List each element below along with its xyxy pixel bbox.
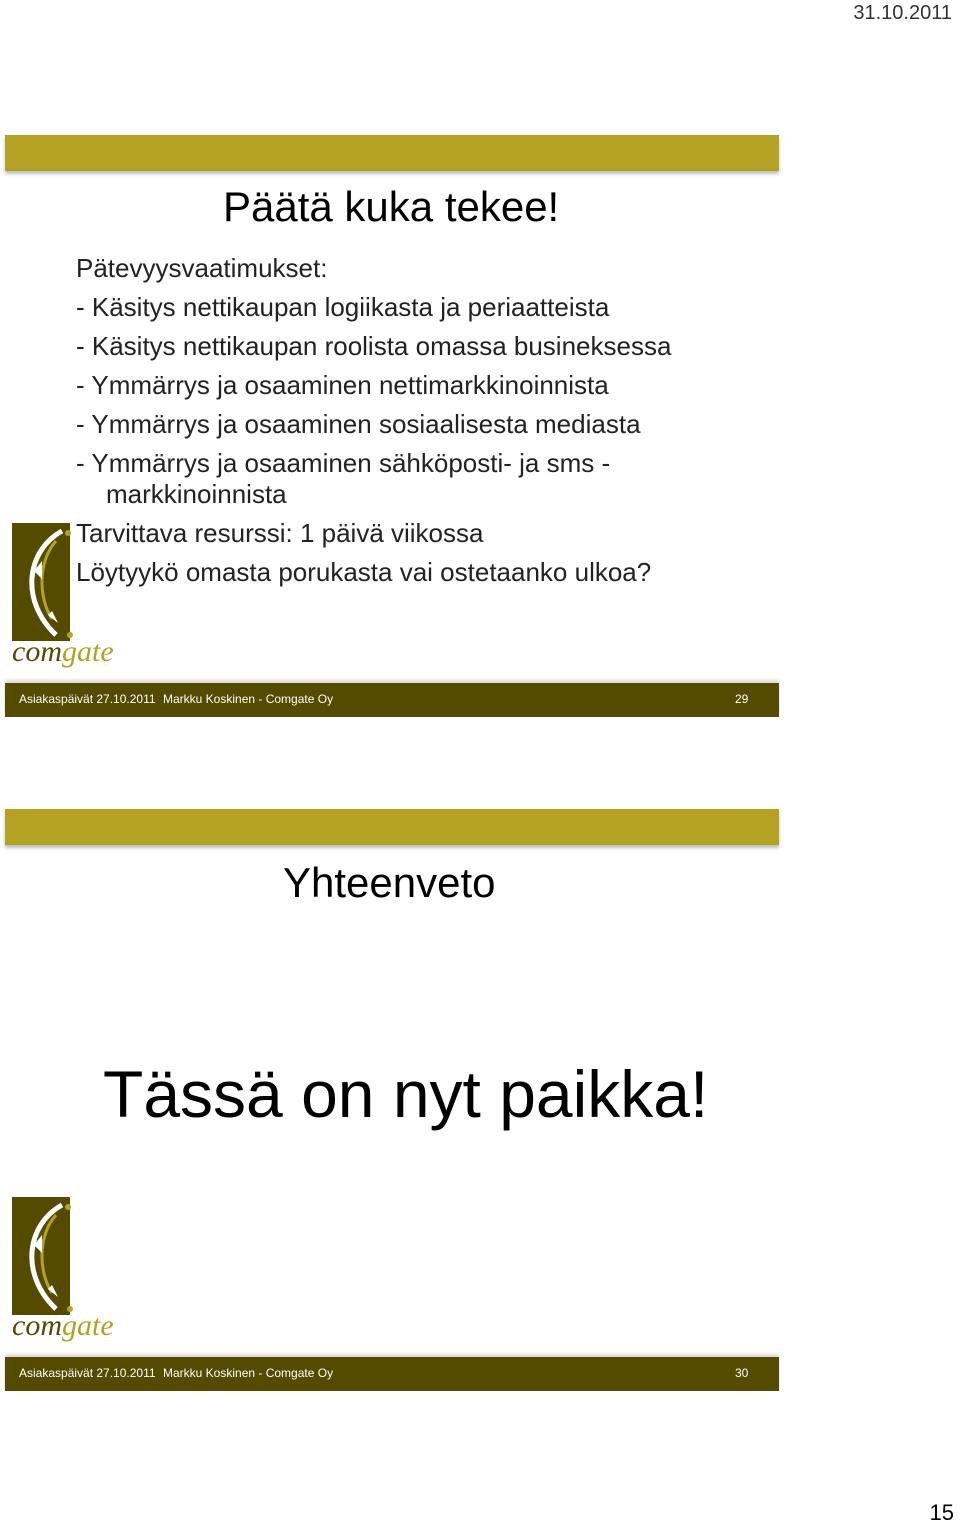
bullet-item: - Ymmärrys ja osaaminen nettimarkkinoinnista xyxy=(76,370,609,400)
slide-footer-bar xyxy=(5,1357,779,1391)
footer-author: Markku Koskinen - Comgate Oy xyxy=(163,1366,334,1380)
slide-29 xyxy=(5,135,779,717)
slide-number: 30 xyxy=(735,1366,749,1380)
footer-date: Asiakaspäivät 27.10.2011 xyxy=(19,692,156,706)
slide-title: Päätä kuka tekee! xyxy=(223,183,560,230)
bullet-item: - Käsitys nettikaupan roolista omassa busineksessa xyxy=(76,331,672,361)
slide-content xyxy=(76,253,766,588)
slide-big-text: Tässä on nyt paikka! xyxy=(103,1057,709,1131)
footer-date: Asiakaspäivät 27.10.2011 xyxy=(19,1366,156,1380)
page-number: 15 xyxy=(929,1500,954,1525)
page-date: 31.10.2011 xyxy=(853,2,952,24)
bullet-item: - Käsitys nettikaupan logiikasta ja periaatteista xyxy=(76,292,610,322)
slide-number: 29 xyxy=(735,692,749,706)
logo-wordmark: comgate xyxy=(12,635,114,668)
comgate-logo xyxy=(12,523,132,673)
slide-title: Yhteenveto xyxy=(283,859,496,906)
footer-author: Markku Koskinen - Comgate Oy xyxy=(163,692,334,706)
slide-header-bar xyxy=(5,809,779,845)
content-heading: Pätevyysvaatimukset: xyxy=(76,253,328,283)
logo-wordmark: comgate xyxy=(12,1309,114,1342)
logo-emblem-icon xyxy=(12,523,76,641)
bullet-item: - Ymmärrys ja osaaminen sosiaalisesta mediasta xyxy=(76,409,641,439)
comgate-logo xyxy=(12,1197,132,1347)
slide-30 xyxy=(5,809,779,1391)
slide-footer-bar xyxy=(5,683,779,717)
bullet-item: - Ymmärrys ja osaaminen sähköposti- ja sms - markkinoinnista xyxy=(76,448,611,509)
slide-header-bar xyxy=(5,135,779,171)
content-line: Tarvittava resurssi: 1 päivä viikossa xyxy=(76,518,484,548)
logo-emblem-icon xyxy=(12,1197,76,1315)
content-line: Löytyykö omasta porukasta vai ostetaanko ulkoa? xyxy=(76,557,652,587)
